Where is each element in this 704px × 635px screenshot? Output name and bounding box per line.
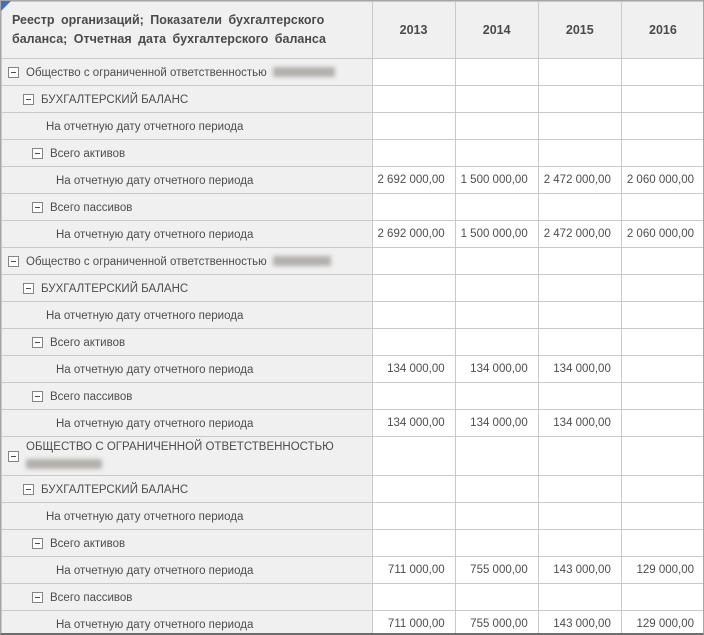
row-label-cell — [2, 59, 373, 86]
table-row — [2, 167, 704, 194]
year-column-header: 2014 — [455, 2, 538, 59]
row-label-cell — [2, 221, 373, 248]
value-cell — [621, 476, 704, 503]
value-cell: 2 692 000,00 — [372, 221, 455, 248]
redacted-org-name — [273, 67, 335, 77]
row-label-cell — [2, 383, 373, 410]
year-column-header: 2013 — [372, 2, 455, 59]
value-cell: 129 000,00 — [621, 557, 704, 584]
value-cell — [372, 584, 455, 611]
value-cell — [455, 329, 538, 356]
collapse-minus-icon[interactable] — [32, 391, 43, 402]
value-cell — [455, 113, 538, 140]
header-row — [2, 2, 704, 59]
table-row — [2, 86, 704, 113]
value-cell — [621, 113, 704, 140]
report-title-cell — [2, 2, 373, 59]
value-cell — [621, 437, 704, 476]
collapse-minus-icon[interactable] — [32, 592, 43, 603]
collapse-minus-icon[interactable] — [8, 256, 19, 267]
value-cell — [455, 437, 538, 476]
table-row — [2, 356, 704, 383]
row-label-cell — [2, 167, 373, 194]
row-label: На отчетную дату отчетного периода — [56, 565, 254, 577]
row-label-cell — [2, 140, 373, 167]
table-row — [2, 437, 704, 476]
row-label-cell — [2, 113, 373, 140]
value-cell — [538, 503, 621, 530]
row-label-cell — [2, 476, 373, 503]
redacted-org-name — [273, 256, 331, 266]
collapse-minus-icon[interactable] — [32, 538, 43, 549]
row-label: Всего активов — [50, 337, 126, 349]
value-cell — [621, 410, 704, 437]
value-cell — [538, 194, 621, 221]
value-cell — [455, 275, 538, 302]
row-label-cell — [2, 557, 373, 584]
value-cell: 1 500 000,00 — [455, 167, 538, 194]
value-cell — [372, 113, 455, 140]
collapse-minus-icon[interactable] — [32, 148, 43, 159]
value-cell: 134 000,00 — [455, 410, 538, 437]
value-cell — [455, 476, 538, 503]
value-cell — [621, 140, 704, 167]
balance-report-table — [1, 1, 704, 635]
row-label: На отчетную дату отчетного периода — [56, 418, 254, 430]
value-cell: 143 000,00 — [538, 611, 621, 635]
value-cell — [538, 329, 621, 356]
value-cell — [621, 248, 704, 275]
value-cell: 711 000,00 — [372, 611, 455, 635]
row-label-cell — [2, 329, 373, 356]
row-label: На отчетную дату отчетного периода — [56, 229, 254, 241]
row-label: На отчетную дату отчетного периода — [46, 310, 244, 322]
value-cell — [621, 356, 704, 383]
row-label-cell — [2, 503, 373, 530]
table-row — [2, 584, 704, 611]
value-cell — [538, 383, 621, 410]
value-cell: 2 472 000,00 — [538, 221, 621, 248]
value-cell — [621, 503, 704, 530]
value-cell: 1 500 000,00 — [455, 221, 538, 248]
table-row — [2, 59, 704, 86]
row-label: Общество с ограниченной ответственностью — [26, 67, 267, 79]
row-label: Общество с ограниченной ответственностью — [26, 256, 267, 268]
value-cell — [621, 275, 704, 302]
report-title: Реестр организаций; Показатели бухгалтерского баланса; Отчетная дата бухгалтерского баланса — [12, 13, 326, 46]
collapse-minus-icon[interactable] — [32, 337, 43, 348]
table-row — [2, 275, 704, 302]
year-column-header: 2015 — [538, 2, 621, 59]
row-label: БУХГАЛТЕРСКИЙ БАЛАНС — [41, 283, 189, 295]
year-column-header: 2016 — [621, 2, 704, 59]
row-label: На отчетную дату отчетного периода — [46, 511, 244, 523]
value-cell — [538, 437, 621, 476]
value-cell: 2 060 000,00 — [621, 167, 704, 194]
table-row — [2, 329, 704, 356]
value-cell: 129 000,00 — [621, 611, 704, 635]
row-label: Всего пассивов — [50, 391, 133, 403]
value-cell — [455, 248, 538, 275]
value-cell: 134 000,00 — [455, 356, 538, 383]
row-label-cell — [2, 248, 373, 275]
value-cell: 134 000,00 — [372, 410, 455, 437]
value-cell — [538, 86, 621, 113]
row-label-cell — [2, 611, 373, 635]
collapse-minus-icon[interactable] — [32, 202, 43, 213]
value-cell — [538, 584, 621, 611]
value-cell — [372, 248, 455, 275]
value-cell — [538, 476, 621, 503]
value-cell — [621, 59, 704, 86]
row-label: На отчетную дату отчетного периода — [46, 121, 244, 133]
value-cell — [372, 59, 455, 86]
row-label-cell — [2, 584, 373, 611]
row-label-cell — [2, 86, 373, 113]
value-cell — [455, 302, 538, 329]
value-cell — [621, 329, 704, 356]
value-cell — [455, 584, 538, 611]
row-label-cell — [2, 356, 373, 383]
value-cell — [372, 194, 455, 221]
value-cell — [372, 476, 455, 503]
value-cell — [621, 383, 704, 410]
value-cell: 711 000,00 — [372, 557, 455, 584]
value-cell: 2 060 000,00 — [621, 221, 704, 248]
table-row — [2, 221, 704, 248]
row-label: ОБЩЕСТВО С ОГРАНИЧЕННОЙ ОТВЕТСТВЕННОСТЬЮ — [26, 441, 334, 453]
row-label: Всего активов — [50, 148, 126, 160]
table-row — [2, 383, 704, 410]
value-cell — [621, 86, 704, 113]
value-cell — [372, 530, 455, 557]
value-cell: 2 472 000,00 — [538, 167, 621, 194]
value-cell — [621, 530, 704, 557]
value-cell — [372, 329, 455, 356]
value-cell — [538, 275, 621, 302]
row-label: Всего пассивов — [50, 202, 133, 214]
value-cell: 2 692 000,00 — [372, 167, 455, 194]
table-row — [2, 410, 704, 437]
value-cell — [455, 86, 538, 113]
value-cell — [372, 140, 455, 167]
value-cell — [455, 503, 538, 530]
value-cell — [372, 503, 455, 530]
row-label-cell — [2, 194, 373, 221]
row-label: БУХГАЛТЕРСКИЙ БАЛАНС — [41, 484, 189, 496]
value-cell — [621, 584, 704, 611]
corner-marker-icon[interactable] — [1, 1, 11, 11]
table-row — [2, 611, 704, 635]
value-cell — [538, 248, 621, 275]
table-row — [2, 557, 704, 584]
table-row — [2, 503, 704, 530]
value-cell: 134 000,00 — [538, 410, 621, 437]
value-cell — [538, 59, 621, 86]
row-label: Всего пассивов — [50, 592, 133, 604]
value-cell — [621, 302, 704, 329]
collapse-minus-icon[interactable] — [23, 94, 34, 105]
table-row — [2, 476, 704, 503]
row-label: Всего активов — [50, 538, 126, 550]
row-label: БУХГАЛТЕРСКИЙ БАЛАНС — [41, 94, 189, 106]
value-cell: 755 000,00 — [455, 557, 538, 584]
value-cell — [372, 383, 455, 410]
table-row — [2, 113, 704, 140]
table-row — [2, 140, 704, 167]
value-cell — [538, 113, 621, 140]
row-label-cell — [2, 410, 373, 437]
redacted-org-name — [26, 459, 102, 469]
table-row — [2, 194, 704, 221]
value-cell — [538, 530, 621, 557]
value-cell — [372, 302, 455, 329]
table-row — [2, 530, 704, 557]
value-cell — [538, 140, 621, 167]
row-label-cell — [2, 437, 373, 476]
collapse-minus-icon[interactable] — [8, 67, 19, 78]
row-label-cell — [2, 302, 373, 329]
row-label: На отчетную дату отчетного периода — [56, 619, 254, 631]
row-label: На отчетную дату отчетного периода — [56, 175, 254, 187]
value-cell — [372, 86, 455, 113]
value-cell: 134 000,00 — [538, 356, 621, 383]
value-cell: 134 000,00 — [372, 356, 455, 383]
collapse-minus-icon[interactable] — [8, 451, 19, 462]
table-row — [2, 248, 704, 275]
value-cell — [538, 302, 621, 329]
row-label-cell — [2, 530, 373, 557]
table-row — [2, 302, 704, 329]
value-cell — [621, 194, 704, 221]
value-cell — [455, 140, 538, 167]
collapse-minus-icon[interactable] — [23, 484, 34, 495]
row-label-cell — [2, 275, 373, 302]
value-cell — [455, 194, 538, 221]
value-cell: 755 000,00 — [455, 611, 538, 635]
collapse-minus-icon[interactable] — [23, 283, 34, 294]
value-cell — [455, 530, 538, 557]
value-cell: 143 000,00 — [538, 557, 621, 584]
value-cell — [455, 59, 538, 86]
row-label: На отчетную дату отчетного периода — [56, 364, 254, 376]
value-cell — [455, 383, 538, 410]
value-cell — [372, 437, 455, 476]
value-cell — [372, 275, 455, 302]
